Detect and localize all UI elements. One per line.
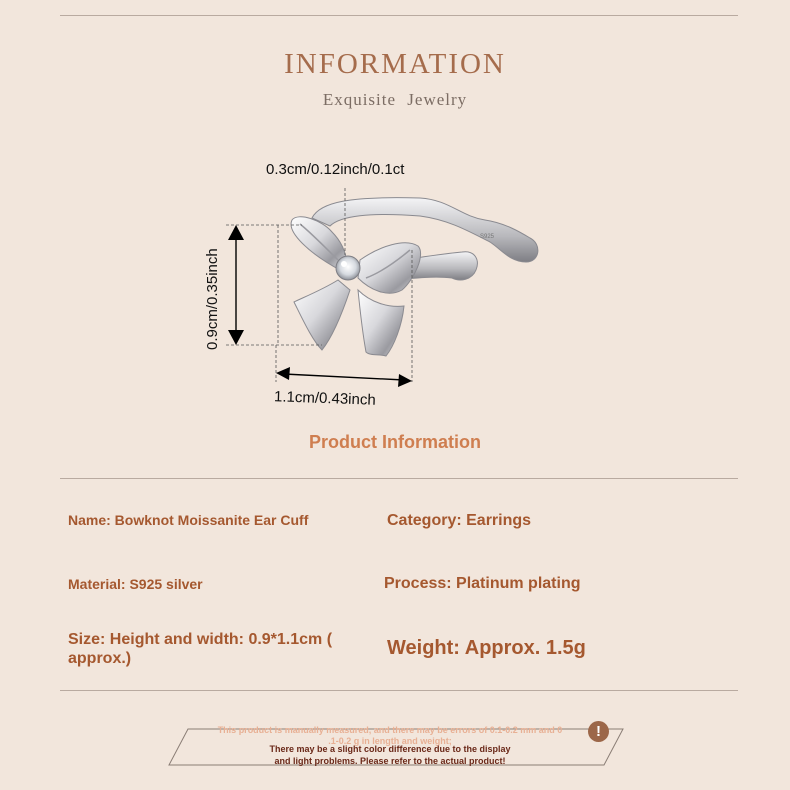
detail-weight: Weight: Approx. 1.5g: [387, 637, 586, 659]
cuff-band-upper: [312, 198, 538, 262]
height-arrow-top: [228, 225, 244, 240]
hallmark-text: S925: [480, 234, 495, 240]
height-label: 0.9cm/0.35inch: [204, 248, 221, 350]
detail-process: Process: Platinum plating: [384, 575, 581, 592]
detail-name: Name: Bowknot Moissanite Ear Cuff: [68, 512, 309, 528]
bow-right-loop: [358, 243, 421, 293]
section-title: Product Information: [309, 432, 481, 452]
page-subtitle: Exquisite Jewelry: [322, 90, 468, 109]
page-title: INFORMATION: [284, 48, 506, 80]
detail-size-line1: Size: Height and width: 0.9*1.1cm (: [68, 631, 333, 648]
detail-size-line2: approx.): [68, 650, 132, 667]
height-arrow-bottom: [228, 330, 244, 345]
disclaimer-line-3: There may be a slight color difference due to the display: [269, 744, 511, 754]
warning-icon: !: [588, 721, 609, 742]
disclaimer-line-4: and light problems. Please refer to the actual product!: [274, 756, 506, 766]
ear-cuff-illustration: [190, 150, 590, 420]
bow-left-tail: [294, 280, 350, 350]
top-divider: [60, 15, 738, 16]
bow-right-tail: [358, 290, 404, 356]
width-arrow-right: [398, 374, 412, 387]
width-arrow-line: [284, 374, 404, 380]
info-divider-bottom: [60, 690, 738, 691]
disclaimer-line-2: .1-0.2 g in length and weight;: [328, 736, 452, 746]
product-image-area: [190, 150, 590, 420]
moissanite-stone: [336, 256, 360, 280]
detail-material: Material: S925 silver: [68, 576, 203, 592]
info-divider-top: [60, 478, 738, 479]
stone-size-label: 0.3cm/0.12inch/0.1ct: [266, 161, 405, 178]
width-label: 1.1cm/0.43inch: [273, 388, 377, 409]
disclaimer-line-1: This product is manually measured, and there may be errors of 0.1-0.2 mm and 0: [217, 725, 563, 735]
width-arrow-left: [276, 367, 290, 380]
detail-category: Category: Earrings: [387, 512, 532, 529]
